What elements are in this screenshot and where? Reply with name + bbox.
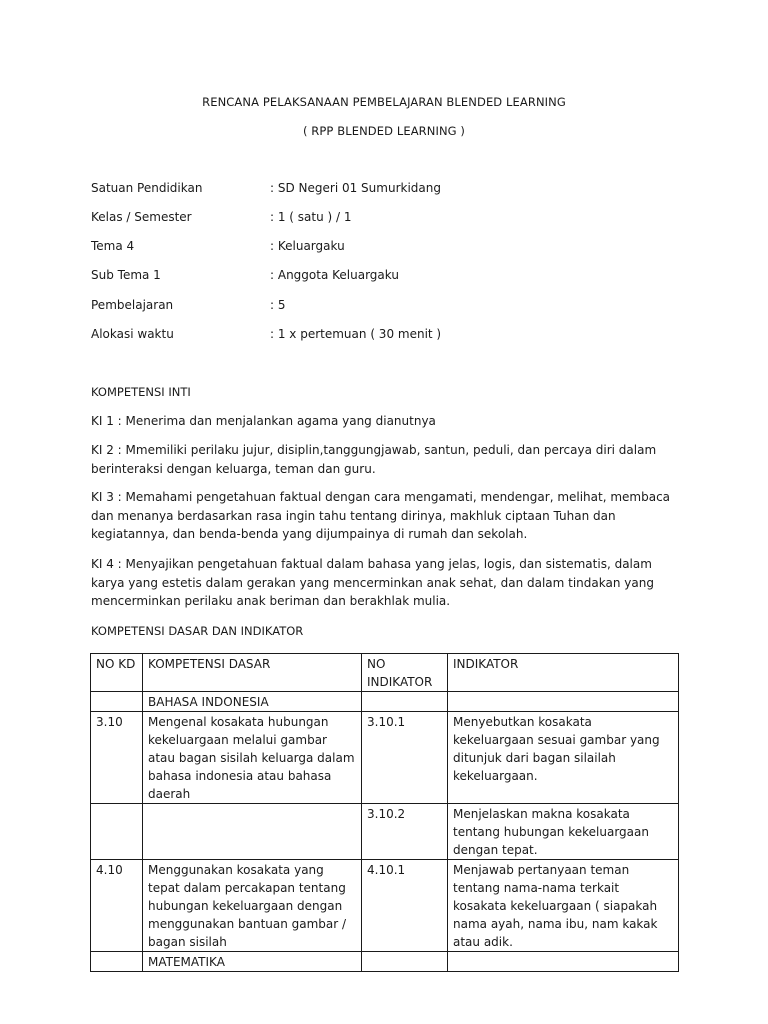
table-cell: MATEMATIKA <box>143 952 362 972</box>
table-cell: Menggunakan kosakata yang tepat dalam percakapan tentang hubungan kekeluargaan dengan menggunakan bantuan gambar / bagan sisilah <box>143 860 362 952</box>
table-cell: 4.10.1 <box>362 860 448 952</box>
info-label: Pembelajaran <box>91 298 174 312</box>
info-value: : 1 ( satu ) / 1 <box>270 210 352 224</box>
table-cell: 4.10 <box>91 860 143 952</box>
info-row-sub-tema <box>91 268 691 284</box>
info-row-alokasi-waktu <box>91 327 691 343</box>
table-row <box>91 860 679 952</box>
table-cell: 3.10 <box>91 712 143 804</box>
table-cell <box>143 804 362 860</box>
ki-3-paragraph: KI 3 : Memahami pengetahuan faktual dengan cara mengamati, mendengar, melihat, membaca dan menanya berdasarkan rasa ingin tahu tentang dirinya, makhluk ciptaan Tuhan dan kegiatannya, dan benda-benda yang dijumpainya di rumah dan sekolah. <box>91 490 671 541</box>
table-cell: Menjelaskan makna kosakata tentang hubungan kekeluargaan dengan tepat. <box>448 804 679 860</box>
kompetensi-dasar-heading: KOMPETENSI DASAR DAN INDIKATOR <box>91 624 304 638</box>
table-row <box>91 804 679 860</box>
ki-2-paragraph: KI 2 : Mmemiliki perilaku jujur, disiplin,tanggungjawab, santun, peduli, dan percaya diri dalam berinteraksi dengan keluarga, teman dan guru. <box>91 443 657 476</box>
table-cell <box>91 804 143 860</box>
table-cell <box>448 952 679 972</box>
info-value: : Keluargaku <box>270 239 345 253</box>
document-subtitle: ( RPP BLENDED LEARNING ) <box>302 124 466 138</box>
table-cell: Menjawab pertanyaan teman tentang nama-nama terkait kosakata kekeluargaan ( siapakah nama ayah, nama ibu, nam kakak atau adik. <box>448 860 679 952</box>
table-cell: Menyebutkan kosakata kekeluargaan sesuai gambar yang ditunjuk dari bagan silailah kekeluargaan. <box>448 712 679 804</box>
info-label: Sub Tema 1 <box>91 268 161 282</box>
column-header-kompetensi-dasar: KOMPETENSI DASAR <box>143 654 362 692</box>
info-value: : Anggota Keluargaku <box>270 268 399 282</box>
table-header-row <box>91 654 679 692</box>
column-header-no-indikator: NO INDIKATOR <box>362 654 448 692</box>
info-label: Tema 4 <box>91 239 135 253</box>
table-cell <box>448 692 679 712</box>
table-cell <box>362 952 448 972</box>
table-row <box>91 692 679 712</box>
kompetensi-inti-heading: KOMPETENSI INTI <box>91 385 191 399</box>
ki-4-paragraph: KI 4 : Menyajikan pengetahuan faktual dalam bahasa yang jelas, logis, dan sistematis, dalam karya yang estetis dalam gerakan yang mencerminkan anak sehat, dan dalam tindakan yang mencerminkan perilaku anak beriman dan berakhlak mulia. <box>91 557 654 608</box>
table-cell: Mengenal kosakata hubungan kekeluargaan melalui gambar atau bagan sisilah keluarga dalam bahasa indonesia atau bahasa daerah <box>143 712 362 804</box>
info-row-pembelajaran <box>91 298 691 314</box>
table-cell <box>362 692 448 712</box>
table-cell <box>91 952 143 972</box>
table-cell <box>91 692 143 712</box>
info-label: Kelas / Semester <box>91 210 192 224</box>
table-row <box>91 952 679 972</box>
kompetensi-dasar-table <box>90 653 679 972</box>
table-cell: 3.10.2 <box>362 804 448 860</box>
info-value: : 5 <box>270 298 286 312</box>
info-label: Alokasi waktu <box>91 327 174 341</box>
document-title: RENCANA PELAKSANAAN PEMBELAJARAN BLENDED LEARNING <box>202 95 566 109</box>
table-cell: BAHASA INDONESIA <box>143 692 362 712</box>
ki-1-paragraph: KI 1 : Menerima dan menjalankan agama yang dianutnya <box>91 414 436 428</box>
info-row-kelas-semester <box>91 210 691 226</box>
table-cell: 3.10.1 <box>362 712 448 804</box>
column-header-indikator: INDIKATOR <box>448 654 679 692</box>
info-label: Satuan Pendidikan <box>91 181 203 195</box>
column-header-no-kd: NO KD <box>91 654 143 692</box>
info-value: : 1 x pertemuan ( 30 menit ) <box>270 327 442 341</box>
info-row-tema <box>91 239 691 255</box>
table-row <box>91 712 679 804</box>
info-row-satuan-pendidikan <box>91 181 691 197</box>
info-value: : SD Negeri 01 Sumurkidang <box>270 181 441 195</box>
